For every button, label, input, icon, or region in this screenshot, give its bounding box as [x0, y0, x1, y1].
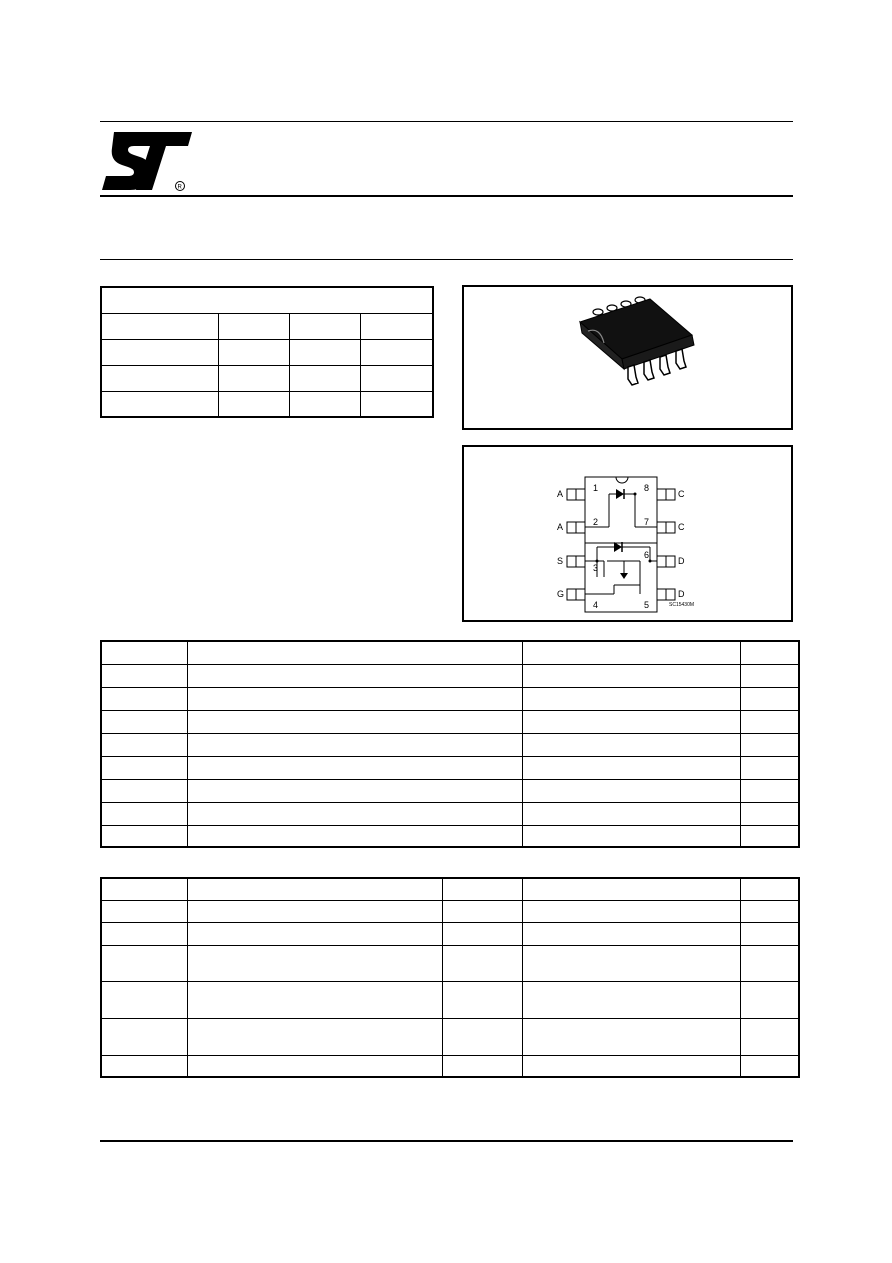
table-cell [740, 900, 799, 922]
table-cell [522, 802, 740, 825]
table-cell [187, 664, 522, 687]
table-header-cell [101, 641, 187, 664]
table-cell [740, 981, 799, 1018]
table-cell [218, 391, 289, 417]
pin-number: 8 [644, 483, 650, 493]
table-cell [522, 664, 740, 687]
table-cell [740, 710, 799, 733]
table-cell [101, 825, 187, 847]
table-cell [187, 779, 522, 802]
so8-package-image [464, 287, 791, 428]
table-cell [101, 687, 187, 710]
schematic-code: SC15430M [669, 602, 695, 608]
table-cell [101, 664, 187, 687]
table-cell [522, 733, 740, 756]
table-cell [289, 391, 360, 417]
table-header-cell [740, 641, 799, 664]
table-cell [101, 945, 187, 981]
table-cell [187, 1055, 442, 1077]
table-cell [522, 756, 740, 779]
table-cell [289, 313, 360, 339]
table-cell [187, 922, 442, 945]
table-cell [101, 733, 187, 756]
table-cell [360, 391, 433, 417]
table-cell [101, 756, 187, 779]
table-header-cell [740, 878, 799, 900]
table-cell [101, 900, 187, 922]
table-cell [522, 900, 740, 922]
table-cell [101, 1018, 187, 1055]
pin-number: 4 [593, 600, 599, 610]
table-cell [360, 313, 433, 339]
table-cell [289, 365, 360, 391]
table-cell [101, 339, 218, 365]
table-cell [740, 1055, 799, 1077]
svg-text:R: R [177, 184, 182, 191]
table-cell [522, 922, 740, 945]
pin-number: 5 [644, 600, 650, 610]
table-cell [740, 733, 799, 756]
table-cell [187, 945, 442, 981]
table-cell [360, 365, 433, 391]
table-cell [740, 922, 799, 945]
pin-label-left: A [557, 522, 564, 532]
table-header-cell [442, 878, 522, 900]
table-header-cell [187, 878, 442, 900]
table-cell [740, 945, 799, 981]
internal-schematic-diagram [464, 447, 791, 620]
table-cell [101, 1055, 187, 1077]
table-cell [740, 779, 799, 802]
table-cell [187, 981, 442, 1018]
table-cell [442, 981, 522, 1018]
table-cell [442, 1018, 522, 1055]
ratings-table [100, 640, 800, 848]
table-cell [442, 900, 522, 922]
pin-label-right: D [678, 556, 685, 566]
characteristics-table [100, 877, 800, 1078]
table-header-cell [522, 878, 740, 900]
table-cell [187, 733, 522, 756]
pin-number: 2 [593, 517, 599, 527]
table-cell [360, 339, 433, 365]
title-bottom-rule [100, 259, 793, 260]
table-cell [187, 900, 442, 922]
pin-number: 3 [593, 563, 599, 573]
table-cell [187, 1018, 442, 1055]
pin-label-right: D [678, 589, 685, 599]
table-cell [101, 391, 218, 417]
table-cell [187, 802, 522, 825]
table-cell [740, 664, 799, 687]
pin-label-left: G [557, 589, 565, 599]
table-cell [218, 313, 289, 339]
pin-label-left: S [557, 556, 564, 566]
table-cell [218, 365, 289, 391]
header-bottom-rule [100, 195, 793, 197]
pin-number: 6 [644, 550, 650, 560]
table-cell [442, 945, 522, 981]
pin-number: 1 [593, 483, 599, 493]
table-cell [187, 825, 522, 847]
pin-label-right: C [678, 522, 685, 532]
table-cell [740, 756, 799, 779]
table-cell [522, 687, 740, 710]
table-cell [740, 802, 799, 825]
features-table [100, 286, 434, 418]
table-cell [101, 710, 187, 733]
header-top-rule [100, 121, 793, 122]
table-cell [101, 981, 187, 1018]
pin-label-right: C [678, 489, 685, 499]
pin-label-left: A [557, 489, 564, 499]
st-logo-icon [100, 130, 194, 192]
table-cell [442, 1055, 522, 1077]
schematic-box [462, 445, 793, 622]
table-cell [522, 1018, 740, 1055]
table-header-cell [522, 641, 740, 664]
table-cell [187, 756, 522, 779]
table-cell [522, 779, 740, 802]
table-cell [522, 945, 740, 981]
pin-number: 7 [644, 517, 650, 527]
table-cell [101, 922, 187, 945]
table-cell [522, 1055, 740, 1077]
table-cell [289, 339, 360, 365]
features-table-title [101, 287, 433, 313]
table-cell [218, 339, 289, 365]
footer-rule [100, 1140, 793, 1142]
table-cell [522, 710, 740, 733]
table-cell [522, 981, 740, 1018]
table-cell [187, 710, 522, 733]
table-cell [101, 779, 187, 802]
table-cell [522, 825, 740, 847]
table-cell [740, 825, 799, 847]
table-cell [442, 922, 522, 945]
table-cell [101, 313, 218, 339]
table-cell [187, 687, 522, 710]
table-header-cell [187, 641, 522, 664]
table-cell [101, 802, 187, 825]
package-box [462, 285, 793, 430]
table-header-cell [101, 878, 187, 900]
table-cell [740, 1018, 799, 1055]
table-cell [101, 365, 218, 391]
table-cell [740, 687, 799, 710]
